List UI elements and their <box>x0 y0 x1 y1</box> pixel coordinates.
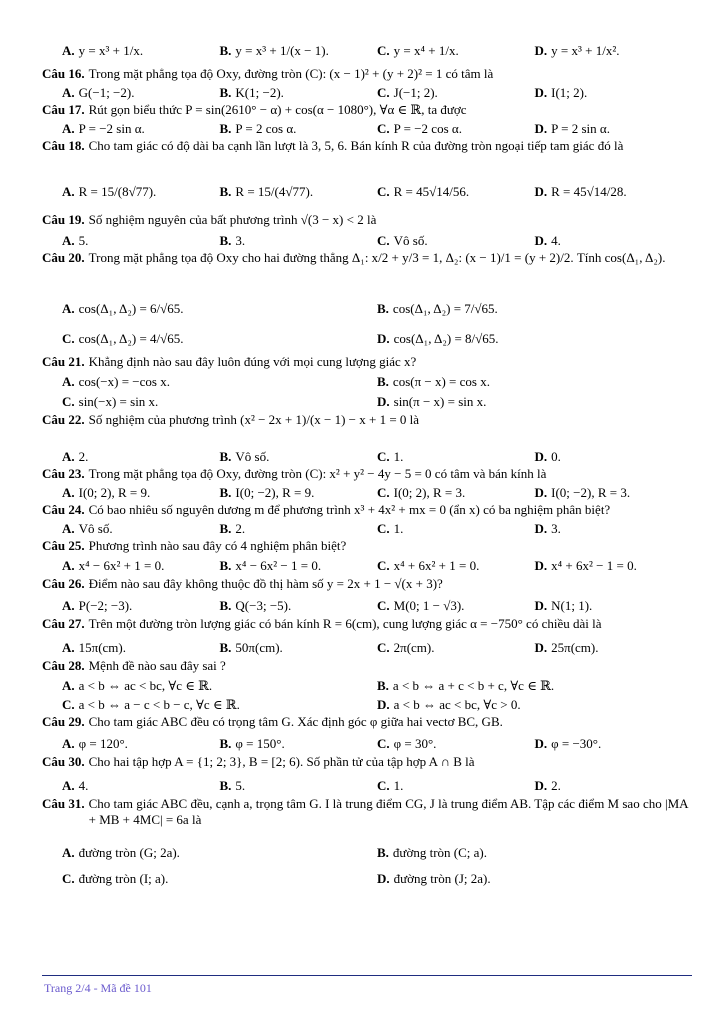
option-label: A. <box>62 449 75 465</box>
option-label: C. <box>62 871 75 887</box>
option-label: D. <box>534 121 548 137</box>
option-label: C. <box>62 331 75 347</box>
option-c[interactable] <box>377 484 535 502</box>
option-label: C. <box>377 640 390 656</box>
option-d[interactable] <box>377 324 692 354</box>
option-label: D. <box>534 521 548 537</box>
option[interactable]: B. y = x³ + 1/(x − 1). <box>219 43 329 59</box>
option-label: A. <box>62 778 75 794</box>
question-28 <box>42 658 692 714</box>
option-b[interactable] <box>377 840 692 866</box>
question-17 <box>42 102 692 138</box>
option-label: A. <box>62 640 75 656</box>
option-text: G(−1; −2). <box>78 85 135 101</box>
option-label: B. <box>219 521 232 537</box>
option-text: cos(Δ₁, Δ₂) = 6/√65. <box>78 301 184 317</box>
option-text: sin(−x) = sin x. <box>78 394 159 410</box>
question-stem <box>42 796 692 840</box>
option-label: C. <box>377 184 390 200</box>
option-text: sin(π − x) = sin x. <box>393 394 487 410</box>
option-label: B. <box>219 598 232 614</box>
option-d[interactable] <box>535 776 693 796</box>
option-label: B. <box>219 485 232 501</box>
question-text: Trên một đường tròn lượng giác có bán kính R = 6(cm), cung lượng giác α = −750° có chiều dài là <box>88 616 602 631</box>
question-stem <box>42 658 692 676</box>
option-d[interactable] <box>535 448 693 466</box>
option-label: D. <box>534 449 548 465</box>
option[interactable]: C. y = x⁴ + 1/x. <box>377 43 459 59</box>
option-label: B. <box>377 301 389 317</box>
option-text: 25π(cm). <box>551 640 599 656</box>
option-b[interactable] <box>220 776 378 796</box>
option-label: B. <box>219 121 232 137</box>
question-number: Câu 28. <box>42 658 85 673</box>
option-label: A. <box>62 485 75 501</box>
option-d[interactable] <box>535 556 693 576</box>
answer-options <box>42 448 692 466</box>
option-c[interactable] <box>377 120 535 138</box>
question-number: Câu 23. <box>42 466 85 481</box>
option-text: 2. <box>78 449 89 465</box>
option-b[interactable] <box>220 120 378 138</box>
option-label: B. <box>219 778 232 794</box>
question-stem <box>42 502 692 520</box>
question-text: Cho tam giác ABC đều có trọng tâm G. Xác định góc φ giữa hai vectơ BC, GB. <box>88 714 503 729</box>
question-16 <box>42 66 692 102</box>
option-label: B. <box>219 85 232 101</box>
option-d[interactable] <box>377 866 692 892</box>
option-text: a < b ⇔ a + c < b + c, ∀c ∈ ℝ. <box>392 677 555 693</box>
option-label: C. <box>377 736 390 752</box>
option-label: B. <box>219 736 232 752</box>
option-text: 0. <box>551 449 561 465</box>
option-text: a < b ⇔ ac < bc, ∀c > 0. <box>393 696 521 712</box>
option-text: Vô số. <box>78 521 113 537</box>
question-stem <box>42 538 692 556</box>
option-label: D. <box>534 640 548 656</box>
question-stem <box>42 138 692 172</box>
option-a[interactable] <box>62 448 220 466</box>
question-number: Câu 16. <box>42 66 85 81</box>
answer-options <box>42 596 692 616</box>
option-d[interactable] <box>535 734 693 754</box>
option-text: 3. <box>235 233 246 249</box>
question-text: Khẳng định nào sau đây luôn đúng với mọi cung lượng giác x? <box>88 354 417 369</box>
option-a[interactable] <box>62 372 377 392</box>
option-text: Q(−3; −5). <box>235 598 292 614</box>
option-c[interactable] <box>377 172 535 212</box>
footer-divider <box>42 975 692 976</box>
option-b[interactable] <box>220 596 378 616</box>
option-text: x⁴ − 6x² − 1 = 0. <box>235 558 322 574</box>
option-b[interactable] <box>220 520 378 538</box>
question-24 <box>42 502 692 538</box>
option-label: C. <box>377 121 390 137</box>
option-a[interactable] <box>62 638 220 658</box>
option-text: 2. <box>551 778 561 794</box>
option-label: B. <box>377 374 389 390</box>
question-23 <box>42 466 692 502</box>
option-a[interactable] <box>62 734 220 754</box>
question-text: Rút gọn biểu thức P = sin(2610° − α) + cos(α − 1080°), ∀α ∈ ℝ, ta được <box>88 102 467 117</box>
option-label: A. <box>62 233 75 249</box>
option-text: 5. <box>235 778 246 794</box>
option-c[interactable] <box>377 776 535 796</box>
option-label: D. <box>534 558 548 574</box>
question-text: Phương trình nào sau đây có 4 nghiệm phân biệt? <box>88 538 347 553</box>
option-label: A. <box>62 598 75 614</box>
option-text: đường tròn (G; 2a). <box>78 845 180 861</box>
question-number: Câu 18. <box>42 138 85 153</box>
answer-options <box>42 294 692 354</box>
option-d[interactable] <box>377 695 692 714</box>
option-text: P = −2 sin α. <box>78 121 145 137</box>
option-text: K(1; −2). <box>235 85 284 101</box>
question-text: Có bao nhiêu số nguyên dương m để phương trình x³ + 4x² + mx = 0 (ẩn x) có ba nghiệm phân biệt? <box>88 502 611 517</box>
option-b[interactable] <box>220 734 378 754</box>
question-26 <box>42 576 692 616</box>
question-number: Câu 25. <box>42 538 85 553</box>
option-label: D. <box>377 331 390 347</box>
answer-options <box>42 172 692 212</box>
option-text: 1. <box>393 521 404 537</box>
option-label: D. <box>377 871 390 887</box>
question-text: Số nghiệm nguyên của bất phương trình √(3 − x) < 2 là <box>88 212 377 227</box>
option-b[interactable] <box>220 172 378 212</box>
option-text: a < b ⇔ ac < bc, ∀c ∈ ℝ. <box>78 677 213 693</box>
option-text: P = 2 cos α. <box>235 121 297 137</box>
option-label: D. <box>534 778 548 794</box>
question-text: Trong mặt phẳng tọa độ Oxy cho hai đường thẳng Δ₁: x/2 + y/3 = 1, Δ₂: (x − 1)/1 = (y + 2)/2. Tính cos(Δ₁, Δ₂). <box>88 250 666 265</box>
option-text: a < b ⇔ a − c < b − c, ∀c ∈ ℝ. <box>78 696 240 712</box>
answer-options <box>42 484 692 502</box>
option-label: C. <box>62 696 75 712</box>
question-21 <box>42 354 692 412</box>
question-text: Cho tam giác có độ dài ba cạnh lần lượt là 3, 5, 6. Bán kính R của đường tròn ngoại tiếp tam giác đó là <box>88 138 624 153</box>
option-text: cos(Δ₁, Δ₂) = 7/√65. <box>392 301 498 317</box>
option-text: J(−1; 2). <box>393 85 438 101</box>
option-b[interactable] <box>377 676 692 695</box>
question-number: Câu 22. <box>42 412 85 427</box>
answer-options <box>42 120 692 138</box>
option-d[interactable] <box>535 84 693 102</box>
option-text: 1. <box>393 449 404 465</box>
option-a[interactable] <box>62 676 377 695</box>
option-c[interactable] <box>62 324 377 354</box>
answer-options <box>42 520 692 538</box>
option-d[interactable] <box>535 120 693 138</box>
option-text: cos(π − x) = cos x. <box>392 374 490 390</box>
question-number: Câu 27. <box>42 616 85 631</box>
question-number: Câu 31. <box>42 796 85 811</box>
option-b[interactable] <box>220 556 378 576</box>
option-c[interactable] <box>62 392 377 412</box>
option-text: x⁴ + 6x² + 1 = 0. <box>393 558 480 574</box>
question-stem <box>42 576 692 596</box>
answer-options <box>42 734 692 754</box>
option-text: 15π(cm). <box>78 640 126 656</box>
option-label: C. <box>377 778 390 794</box>
answer-options <box>42 232 692 250</box>
question-stem <box>42 466 692 484</box>
option-label: C. <box>62 394 75 410</box>
option-text: cos(Δ₁, Δ₂) = 8/√65. <box>393 331 499 347</box>
option-text: x⁴ + 6x² − 1 = 0. <box>551 558 637 574</box>
option-label: A. <box>62 558 75 574</box>
option-a[interactable] <box>62 84 220 102</box>
option-text: x⁴ − 6x² + 1 = 0. <box>78 558 165 574</box>
option-label: D. <box>534 598 548 614</box>
question-29 <box>42 714 692 754</box>
option-text: I(0; −2), R = 9. <box>235 485 315 501</box>
page-footer: Trang 2/4 - Mã đề 101 <box>44 981 152 995</box>
option-text: P = −2 cos α. <box>393 121 462 137</box>
option-label: C. <box>377 449 390 465</box>
question-text: Cho hai tập hợp A = {1; 2; 3}, B = [2; 6). Số phần tử của tập hợp A ∩ B là <box>88 754 475 769</box>
option-text: R = 15/(8√77). <box>78 184 157 200</box>
option-d[interactable] <box>535 172 693 212</box>
option-label: C. <box>377 85 390 101</box>
option-b[interactable] <box>220 484 378 502</box>
option-label: C. <box>377 558 390 574</box>
option-b[interactable] <box>377 294 692 324</box>
option-text: đường tròn (I; a). <box>78 871 169 887</box>
question-22 <box>42 412 692 466</box>
option-text: P(−2; −3). <box>78 598 133 614</box>
option-text: 2π(cm). <box>393 640 435 656</box>
option-label: B. <box>377 677 389 693</box>
option-b[interactable] <box>220 232 378 250</box>
option-a[interactable] <box>62 520 220 538</box>
option-label: A. <box>62 736 75 752</box>
question-number: Câu 24. <box>42 502 85 517</box>
option-label: A. <box>62 121 75 137</box>
answer-options <box>42 676 692 714</box>
option-b[interactable] <box>220 638 378 658</box>
option-text: φ = 30°. <box>393 736 437 752</box>
option-text: đường tròn (J; 2a). <box>393 871 491 887</box>
question-30 <box>42 754 692 796</box>
option-label: B. <box>219 184 232 200</box>
option-label: C. <box>377 598 390 614</box>
option-c[interactable] <box>377 638 535 658</box>
question-18 <box>42 138 692 212</box>
question-number: Câu 29. <box>42 714 85 729</box>
question-20 <box>42 250 692 354</box>
option-d[interactable] <box>535 484 693 502</box>
option-text: I(0; −2), R = 3. <box>551 485 631 501</box>
option-text: 4. <box>78 778 89 794</box>
option-a[interactable] <box>62 172 220 212</box>
option[interactable]: D. y = x³ + 1/x². <box>534 43 620 59</box>
option-label: C. <box>377 521 390 537</box>
option-text: 4. <box>551 233 561 249</box>
question-number: Câu 19. <box>42 212 85 227</box>
question-stem <box>42 412 692 448</box>
option-text: 3. <box>551 521 561 537</box>
option-d[interactable] <box>535 638 693 658</box>
option-b[interactable] <box>377 372 692 392</box>
option-d[interactable] <box>377 392 692 412</box>
option-text: I(1; 2). <box>551 85 588 101</box>
option-label: A. <box>62 85 75 101</box>
option-d[interactable] <box>535 596 693 616</box>
option-text: Vô số. <box>235 449 270 465</box>
option-text: Vô số. <box>393 233 428 249</box>
option-label: A. <box>62 521 75 537</box>
question-text: Trong mặt phẳng tọa độ Oxy, đường tròn (C): (x − 1)² + (y + 2)² = 1 có tâm là <box>88 66 494 81</box>
option-c[interactable] <box>377 448 535 466</box>
option-a[interactable] <box>62 776 220 796</box>
option-label: A. <box>62 374 75 390</box>
question-stem <box>42 754 692 776</box>
option-d[interactable] <box>535 232 693 250</box>
question-stem <box>42 616 692 638</box>
option-c[interactable] <box>377 84 535 102</box>
answer-options <box>42 840 692 892</box>
option-label: D. <box>377 394 390 410</box>
option-label: B. <box>219 449 232 465</box>
option-label: B. <box>377 845 389 861</box>
option-a[interactable] <box>62 232 220 250</box>
option-b[interactable] <box>220 84 378 102</box>
option-c[interactable] <box>62 866 377 892</box>
question-text: Số nghiệm của phương trình (x² − 2x + 1)/(x − 1) − x + 1 = 0 là <box>88 412 420 427</box>
option[interactable]: A. y = x³ + 1/x. <box>62 43 144 59</box>
option-label: D. <box>534 736 548 752</box>
option-label: D. <box>377 696 390 712</box>
option-c[interactable] <box>377 520 535 538</box>
option-label: A. <box>62 301 75 317</box>
option-c[interactable] <box>377 232 535 250</box>
option-label: A. <box>62 845 75 861</box>
option-text: P = 2 sin α. <box>551 121 610 137</box>
option-text: I(0; 2), R = 3. <box>393 485 466 501</box>
option-text: cos(Δ₁, Δ₂) = 4/√65. <box>78 331 184 347</box>
option-a[interactable] <box>62 596 220 616</box>
option-label: C. <box>377 485 390 501</box>
option-text: N(1; 1). <box>551 598 593 614</box>
question-number: Câu 21. <box>42 354 85 369</box>
option-a[interactable] <box>62 556 220 576</box>
option-label: C. <box>377 233 390 249</box>
question-25 <box>42 538 692 576</box>
option-label: D. <box>534 184 548 200</box>
answer-options <box>42 638 692 658</box>
question-list <box>42 66 692 892</box>
option-text: đường tròn (C; a). <box>392 845 487 861</box>
option-text: φ = −30°. <box>551 736 602 752</box>
option-c[interactable] <box>62 695 377 714</box>
option-text: 5. <box>78 233 89 249</box>
question-stem <box>42 250 692 294</box>
question-31 <box>42 796 692 892</box>
option-text: φ = 120°. <box>78 736 128 752</box>
option-label: B. <box>219 558 232 574</box>
question-number: Câu 20. <box>42 250 85 265</box>
answer-options <box>42 776 692 796</box>
question-number: Câu 30. <box>42 754 85 769</box>
question-number: Câu 26. <box>42 576 85 591</box>
question-stem <box>42 66 692 84</box>
option-label: B. <box>219 640 232 656</box>
question-stem <box>42 714 692 734</box>
question-number: Câu 17. <box>42 102 85 117</box>
option-text: R = 45√14/28. <box>551 184 627 200</box>
question-19 <box>42 212 692 250</box>
question-text: Mệnh đề nào sau đây sai ? <box>88 658 226 673</box>
option-label: B. <box>219 233 232 249</box>
option-text: φ = 150°. <box>235 736 285 752</box>
option-label: A. <box>62 677 75 693</box>
answer-options <box>42 556 692 576</box>
option-text: 1. <box>393 778 404 794</box>
option-text: R = 45√14/56. <box>393 184 470 200</box>
exam-content <box>42 36 692 892</box>
option-text: 2. <box>235 521 246 537</box>
question-stem <box>42 102 692 120</box>
option-a[interactable] <box>62 484 220 502</box>
option-label: D. <box>534 233 548 249</box>
answer-options <box>42 372 692 412</box>
option-label: D. <box>534 85 548 101</box>
option-c[interactable] <box>377 596 535 616</box>
option-a[interactable] <box>62 120 220 138</box>
option-label: A. <box>62 184 75 200</box>
option-text: cos(−x) = −cos x. <box>78 374 170 390</box>
option-c[interactable] <box>377 556 535 576</box>
option-label: D. <box>534 485 548 501</box>
question-text: Cho tam giác ABC đều, cạnh a, trọng tâm G. I là trung điểm CG, J là trung điểm AB. Tập các điểm M sao cho |MA + MB + 4MC| = 6a là <box>88 796 688 827</box>
question-stem <box>42 354 692 372</box>
question-text: Điểm nào sau đây không thuộc đồ thị hàm số y = 2x + 1 − √(x + 3)? <box>88 576 443 591</box>
answer-options <box>42 84 692 102</box>
option-text: 50π(cm). <box>235 640 283 656</box>
question-text: Trong mặt phẳng tọa độ Oxy, đường tròn (C): x² + y² − 4y − 5 = 0 có tâm và bán kính là <box>88 466 547 481</box>
option-c[interactable] <box>377 734 535 754</box>
option-a[interactable] <box>62 294 377 324</box>
option-text: I(0; 2), R = 9. <box>78 485 151 501</box>
option-d[interactable] <box>535 520 693 538</box>
option-b[interactable] <box>220 448 378 466</box>
question-stem <box>42 212 692 232</box>
option-a[interactable] <box>62 840 377 866</box>
question-15-options <box>42 36 692 66</box>
question-27 <box>42 616 692 658</box>
option-text: R = 15/(4√77). <box>235 184 314 200</box>
option-text: M(0; 1 − √3). <box>393 598 465 614</box>
